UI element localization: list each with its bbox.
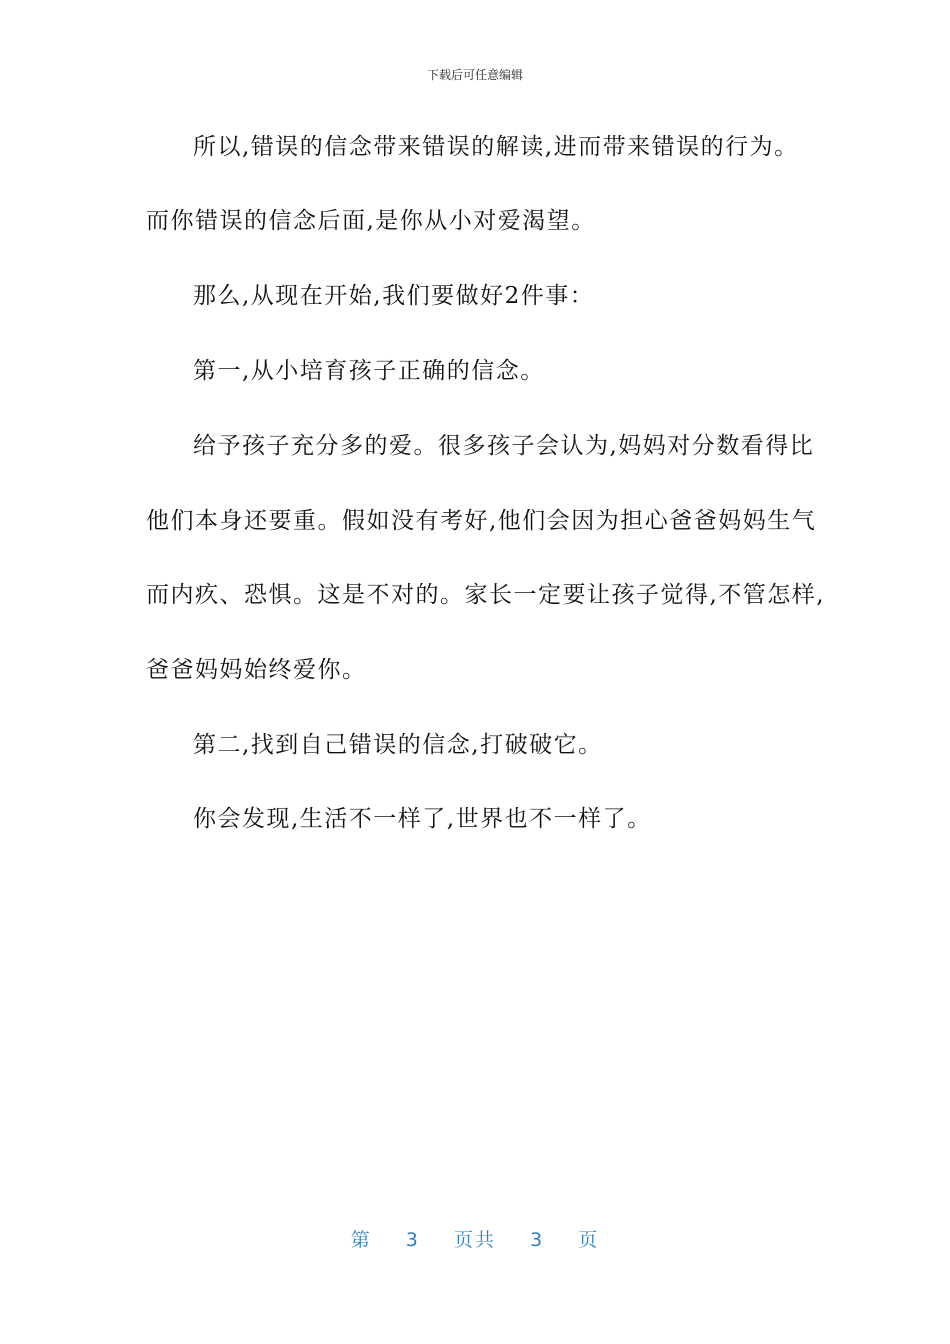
paragraph-line: 而你错误的信念后面,是你从小对爱渴望。 <box>146 208 596 234</box>
paragraph-line: 第一,从小培育孩子正确的信念。 <box>193 358 545 384</box>
paragraph-line: 他们本身还要重。假如没有考好,他们会因为担心爸爸妈妈生气 <box>146 508 817 534</box>
header-note: 下载后可任意编辑 <box>426 68 523 82</box>
paragraph-line: 那么,从现在开始,我们要做好2件事： <box>193 283 595 309</box>
footer-prefix: 第 <box>350 1229 372 1251</box>
footer-current-page: 3 <box>405 1229 420 1251</box>
paragraph-line: 第二,找到自己错误的信念,打破破它。 <box>193 732 603 758</box>
paragraph-line: 爸爸妈妈始终爱你。 <box>146 657 367 683</box>
paragraph-line: 而内疚、恐惧。这是不对的。家长一定要让孩子觉得,不管怎样, <box>146 582 826 608</box>
paragraph-line: 你会发现,生活不一样了,世界也不一样了。 <box>193 806 652 832</box>
paragraph-line: 给予孩子充分多的爱。很多孩子会认为,妈妈对分数看得比 <box>193 433 815 459</box>
footer-mid: 页共 <box>453 1229 496 1251</box>
footer-suffix: 页 <box>578 1229 600 1251</box>
page-footer <box>0 1225 950 1252</box>
footer-total-pages: 3 <box>530 1229 545 1251</box>
paragraph-line: 所以,错误的信念带来错误的解读,进而带来错误的行为。 <box>193 134 799 160</box>
